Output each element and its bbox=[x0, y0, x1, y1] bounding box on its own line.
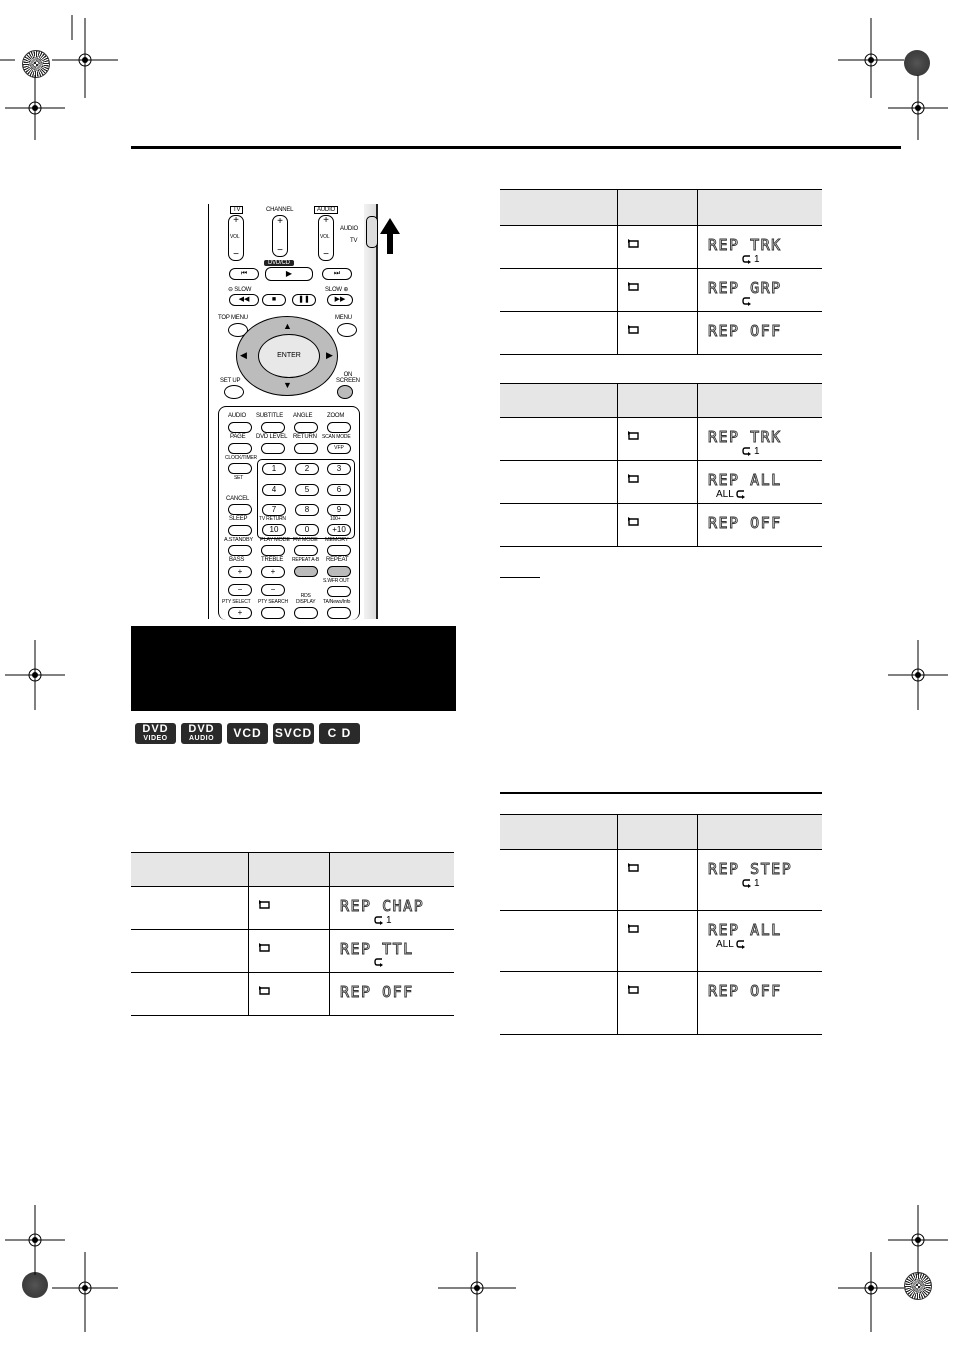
loop-icon bbox=[736, 490, 746, 500]
table-header-cell bbox=[131, 853, 249, 887]
header-rule bbox=[131, 146, 901, 149]
table-cell bbox=[618, 269, 698, 312]
repeat-icon bbox=[627, 238, 640, 248]
number-label: 8 bbox=[304, 505, 310, 514]
loop-icon bbox=[374, 958, 384, 968]
table-cell bbox=[618, 972, 698, 1035]
repeat-indicator bbox=[716, 939, 746, 950]
table-header-cell bbox=[698, 815, 823, 850]
treble-plus-button[interactable]: + bbox=[261, 566, 285, 578]
table-row bbox=[500, 850, 822, 911]
repeat-button[interactable] bbox=[327, 566, 351, 577]
table-cell bbox=[500, 461, 618, 504]
number-label: 10 bbox=[269, 525, 279, 534]
audio-volume-rocker[interactable]: + VOL − bbox=[318, 215, 334, 261]
lcd-display-text: REP TTL bbox=[340, 940, 414, 958]
set-up-label: SET UP bbox=[220, 378, 241, 384]
lcd-display-text: REP CHAP bbox=[340, 897, 425, 915]
ta-news-info-button[interactable] bbox=[327, 607, 351, 619]
vfp-button[interactable] bbox=[327, 443, 351, 454]
a-standby-button[interactable] bbox=[228, 545, 252, 556]
repeat-indicator bbox=[374, 915, 392, 926]
repeat-icon bbox=[258, 985, 271, 995]
repeat-icon bbox=[627, 473, 640, 483]
play-mode-label: PLAY MODE bbox=[260, 537, 290, 543]
number-button[interactable] bbox=[327, 463, 351, 475]
table-cell bbox=[131, 973, 249, 1016]
tv-label: TV bbox=[230, 206, 243, 214]
treble-label: TREBLE bbox=[261, 557, 284, 563]
mode-slider[interactable] bbox=[366, 216, 378, 248]
return-label: RETURN bbox=[293, 434, 317, 440]
switch-tv-label: TV bbox=[350, 238, 358, 244]
repeat-indicator bbox=[742, 254, 760, 265]
number-button[interactable] bbox=[327, 504, 351, 516]
tv-return-label: TV RETURN bbox=[259, 516, 286, 522]
lcd-display-text: REP OFF bbox=[708, 982, 782, 1000]
vfp-label: VFP bbox=[334, 445, 344, 451]
angle-label: ANGLE bbox=[293, 413, 313, 419]
table-header-cell bbox=[618, 384, 698, 418]
repeat-table-dvd-video bbox=[131, 852, 454, 1016]
table-row bbox=[500, 504, 822, 547]
table-cell bbox=[618, 850, 698, 911]
set-label: SET bbox=[234, 475, 244, 481]
audio-label: AUDIO bbox=[228, 413, 247, 419]
repeat-icon bbox=[627, 324, 640, 334]
repeat-indicator bbox=[742, 297, 752, 307]
number-button[interactable] bbox=[327, 484, 351, 496]
next-button[interactable]: ⏭ bbox=[322, 268, 352, 280]
table-cell bbox=[500, 312, 618, 355]
bass-label: BASS bbox=[229, 557, 245, 563]
number-label: 7 bbox=[271, 505, 277, 514]
number-button[interactable] bbox=[295, 504, 319, 516]
remote-side bbox=[364, 204, 378, 619]
page-button[interactable] bbox=[228, 443, 252, 454]
table-header-cell bbox=[618, 190, 698, 226]
clock-timer-button[interactable] bbox=[228, 463, 252, 474]
cancel-button[interactable] bbox=[228, 504, 252, 515]
table-cell bbox=[330, 887, 455, 930]
table-cell bbox=[698, 504, 823, 547]
audio-top-label: AUDIO bbox=[314, 206, 338, 214]
up-arrow-icon[interactable]: ▲ bbox=[283, 321, 292, 331]
enter-button[interactable]: ENTER bbox=[258, 334, 320, 378]
table-cell bbox=[698, 911, 823, 972]
lcd-display-text: REP OFF bbox=[708, 322, 782, 340]
repeat-icon bbox=[258, 942, 271, 952]
audio-button[interactable] bbox=[228, 422, 252, 433]
zoom-label: ZOOM bbox=[327, 413, 345, 419]
loop-icon bbox=[742, 447, 752, 457]
table-cell bbox=[500, 418, 618, 461]
memory-button[interactable] bbox=[327, 545, 351, 556]
dvd-level-label: DVD LEVEL bbox=[256, 434, 288, 440]
table-cell bbox=[249, 930, 330, 973]
top-menu-label: TOP MENU bbox=[218, 315, 248, 321]
table-row bbox=[500, 418, 822, 461]
slow-minus-label: ⊖ SLOW bbox=[228, 287, 252, 293]
return-button[interactable] bbox=[294, 443, 318, 454]
table-cell bbox=[698, 972, 823, 1035]
table-cell bbox=[500, 911, 618, 972]
treble-minus-button[interactable]: − bbox=[261, 584, 285, 596]
number-label: 0 bbox=[304, 525, 310, 534]
repeat-indicator bbox=[742, 446, 760, 457]
number-button[interactable] bbox=[262, 524, 286, 536]
lcd-display-text: REP GRP bbox=[708, 279, 782, 297]
table-cell bbox=[500, 226, 618, 269]
table-row bbox=[500, 461, 822, 504]
menu-label: MENU bbox=[335, 315, 352, 321]
switch-audio-label: AUDIO bbox=[340, 226, 359, 232]
repeat-ab-label: REPEAT A-B bbox=[292, 557, 319, 563]
pty-search-button[interactable] bbox=[261, 607, 285, 619]
table-cell bbox=[330, 930, 455, 973]
lcd-display-text: REP TRK bbox=[708, 428, 782, 446]
vcd-badge: VCD bbox=[227, 723, 268, 744]
channel-rocker[interactable]: + − bbox=[272, 215, 288, 257]
bass-plus-button[interactable]: + bbox=[228, 566, 252, 578]
table-header-cell bbox=[500, 384, 618, 418]
pty-select-button[interactable]: + bbox=[228, 607, 252, 619]
play-button[interactable]: ▶ bbox=[265, 267, 313, 281]
zoom-button[interactable] bbox=[327, 422, 351, 433]
sleep-button[interactable] bbox=[228, 525, 252, 536]
number-label: 1 bbox=[271, 464, 277, 473]
vol-label: VOL bbox=[230, 234, 240, 240]
cd-badge: C D bbox=[319, 723, 360, 744]
repeat-table-step bbox=[500, 814, 822, 1035]
loop-icon bbox=[742, 297, 752, 307]
table-header-cell bbox=[249, 853, 330, 887]
stop-button[interactable]: ■ bbox=[262, 294, 286, 306]
repeat-indicator-label: ALL bbox=[716, 489, 734, 500]
loop-icon bbox=[742, 255, 752, 265]
repeat-indicator-label: 1 bbox=[386, 915, 392, 926]
section-divider bbox=[500, 792, 822, 794]
lcd-display-text: REP OFF bbox=[340, 983, 414, 1001]
table-cell bbox=[330, 973, 455, 1016]
table-header-cell bbox=[698, 190, 823, 226]
pause-button[interactable]: ❚❚ bbox=[292, 294, 316, 306]
number-button[interactable] bbox=[295, 463, 319, 475]
repeat-icon bbox=[627, 281, 640, 291]
dvd-audio-badge: DVD AUDIO bbox=[181, 723, 222, 744]
fm-mode-button[interactable] bbox=[294, 545, 318, 556]
number-button[interactable] bbox=[262, 463, 286, 475]
rds-display-label: RDS DISPLAY bbox=[296, 593, 316, 605]
subtitle-button[interactable] bbox=[261, 422, 285, 433]
table-cell bbox=[698, 269, 823, 312]
table-header-cell bbox=[698, 384, 823, 418]
fast-forward-button[interactable]: ▶▶ bbox=[327, 294, 353, 306]
number-button[interactable] bbox=[262, 484, 286, 496]
repeat-icon bbox=[627, 984, 640, 994]
lcd-display-text: REP TRK bbox=[708, 236, 782, 254]
loop-icon bbox=[742, 879, 752, 889]
table-cell bbox=[698, 226, 823, 269]
table-cell bbox=[618, 504, 698, 547]
number-label: 6 bbox=[336, 485, 342, 494]
down-arrow-icon[interactable]: ▼ bbox=[283, 380, 292, 390]
table-cell bbox=[698, 461, 823, 504]
sleep-label: SLEEP bbox=[229, 516, 248, 522]
repeat-indicator-label: ALL bbox=[716, 939, 734, 950]
right-arrow-icon[interactable]: ▶ bbox=[326, 350, 333, 360]
table-cell bbox=[698, 850, 823, 911]
menu-button[interactable] bbox=[337, 323, 357, 337]
left-arrow-icon[interactable]: ◀ bbox=[240, 350, 247, 360]
table-row bbox=[500, 269, 822, 312]
on-screen-label: ON SCREEN bbox=[336, 372, 360, 384]
ta-news-info-label: TA/News/Info bbox=[323, 599, 351, 605]
memory-label: MEMORY bbox=[325, 537, 349, 543]
rds-display-button[interactable] bbox=[294, 607, 318, 619]
number-label: 3 bbox=[336, 464, 342, 473]
table-cell bbox=[131, 887, 249, 930]
table-header-cell bbox=[618, 815, 698, 850]
scan-mode-label: SCAN MODE bbox=[322, 434, 351, 440]
number-label: 9 bbox=[336, 505, 342, 514]
lcd-display-text: REP STEP bbox=[708, 860, 793, 878]
lcd-display-text: REP ALL bbox=[708, 471, 782, 489]
note-heading-underline bbox=[500, 577, 540, 578]
tv-volume-rocker[interactable]: + VOL − bbox=[228, 215, 244, 261]
table-cell bbox=[618, 312, 698, 355]
number-label: 5 bbox=[304, 485, 310, 494]
repeat-table-vcd-cd bbox=[500, 383, 822, 547]
repeat-indicator-label: 1 bbox=[754, 878, 760, 889]
lcd-display-text: REP ALL bbox=[708, 921, 782, 939]
table-cell bbox=[618, 226, 698, 269]
play-mode-button[interactable] bbox=[261, 545, 285, 556]
table-cell bbox=[698, 418, 823, 461]
table-cell bbox=[500, 269, 618, 312]
table-cell bbox=[500, 972, 618, 1035]
s-wfr-out-button[interactable] bbox=[327, 586, 351, 597]
hundred-plus-label: 100+ bbox=[330, 516, 341, 522]
channel-label: CHANNEL bbox=[266, 207, 294, 213]
repeat-indicator bbox=[716, 489, 746, 500]
table-row bbox=[131, 930, 454, 973]
number-label: +10 bbox=[332, 525, 346, 534]
repeat-icon bbox=[627, 862, 640, 872]
on-screen-button[interactable] bbox=[337, 385, 353, 399]
set-up-button[interactable] bbox=[224, 385, 244, 399]
table-row bbox=[500, 972, 822, 1035]
table-cell bbox=[249, 887, 330, 930]
dvdcd-label: DVD/CD bbox=[264, 260, 294, 266]
number-button[interactable] bbox=[295, 524, 319, 536]
table-header-cell bbox=[330, 853, 455, 887]
repeat-indicator bbox=[374, 958, 384, 968]
table-cell bbox=[618, 418, 698, 461]
pty-select-label: PTY SELECT bbox=[222, 599, 251, 605]
repeat-icon bbox=[627, 516, 640, 526]
cancel-label: CANCEL bbox=[226, 496, 250, 502]
s-wfr-out-label: S.WFR OUT bbox=[323, 578, 350, 584]
pty-search-label: PTY SEARCH bbox=[258, 599, 288, 605]
section-title-banner bbox=[131, 626, 456, 711]
table-cell bbox=[618, 911, 698, 972]
table-cell bbox=[131, 930, 249, 973]
repeat-icon bbox=[627, 923, 640, 933]
arrow-up-icon bbox=[379, 218, 401, 254]
table-row bbox=[131, 973, 454, 1016]
table-cell bbox=[618, 461, 698, 504]
repeat-table-dvd-audio bbox=[500, 189, 822, 355]
dvd-level-button[interactable] bbox=[261, 443, 285, 454]
plus-ten-button[interactable] bbox=[327, 524, 351, 536]
table-cell bbox=[698, 312, 823, 355]
table-cell bbox=[249, 973, 330, 1016]
repeat-indicator-label: 1 bbox=[754, 254, 760, 265]
slow-plus-label: SLOW ⊕ bbox=[325, 287, 349, 293]
repeat-ab-button[interactable] bbox=[294, 566, 318, 577]
table-cell bbox=[500, 504, 618, 547]
a-standby-label: A.STANDBY bbox=[224, 537, 253, 543]
subtitle-label: SUBTITLE bbox=[256, 413, 284, 419]
rewind-button[interactable]: ◀◀ bbox=[229, 294, 259, 306]
fm-mode-label: FM MODE bbox=[293, 537, 318, 543]
table-row bbox=[500, 226, 822, 269]
table-header-cell bbox=[500, 190, 618, 226]
repeat-icon bbox=[627, 430, 640, 440]
loop-icon bbox=[374, 916, 384, 926]
table-header-cell bbox=[500, 815, 618, 850]
table-row bbox=[500, 911, 822, 972]
prev-button[interactable]: ⏮ bbox=[229, 268, 259, 280]
repeat-label: REPEAT bbox=[326, 557, 349, 563]
lcd-display-text: REP OFF bbox=[708, 514, 782, 532]
page-label: PAGE bbox=[230, 434, 246, 440]
number-label: 2 bbox=[304, 464, 310, 473]
number-button[interactable] bbox=[295, 484, 319, 496]
number-label: 4 bbox=[271, 485, 277, 494]
bass-minus-button[interactable]: − bbox=[228, 584, 252, 596]
table-row bbox=[131, 887, 454, 930]
svcd-badge: SVCD bbox=[273, 723, 314, 744]
dvd-video-badge: DVD VIDEO bbox=[135, 723, 176, 744]
table-row bbox=[500, 312, 822, 355]
table-cell bbox=[500, 850, 618, 911]
repeat-icon bbox=[258, 899, 271, 909]
number-button[interactable] bbox=[262, 504, 286, 516]
loop-icon bbox=[736, 940, 746, 950]
vol-label: VOL bbox=[320, 234, 330, 240]
repeat-indicator bbox=[742, 878, 760, 889]
clock-timer-label: CLOCK/TIMER bbox=[225, 455, 257, 461]
angle-button[interactable] bbox=[294, 422, 318, 433]
repeat-indicator-label: 1 bbox=[754, 446, 760, 457]
